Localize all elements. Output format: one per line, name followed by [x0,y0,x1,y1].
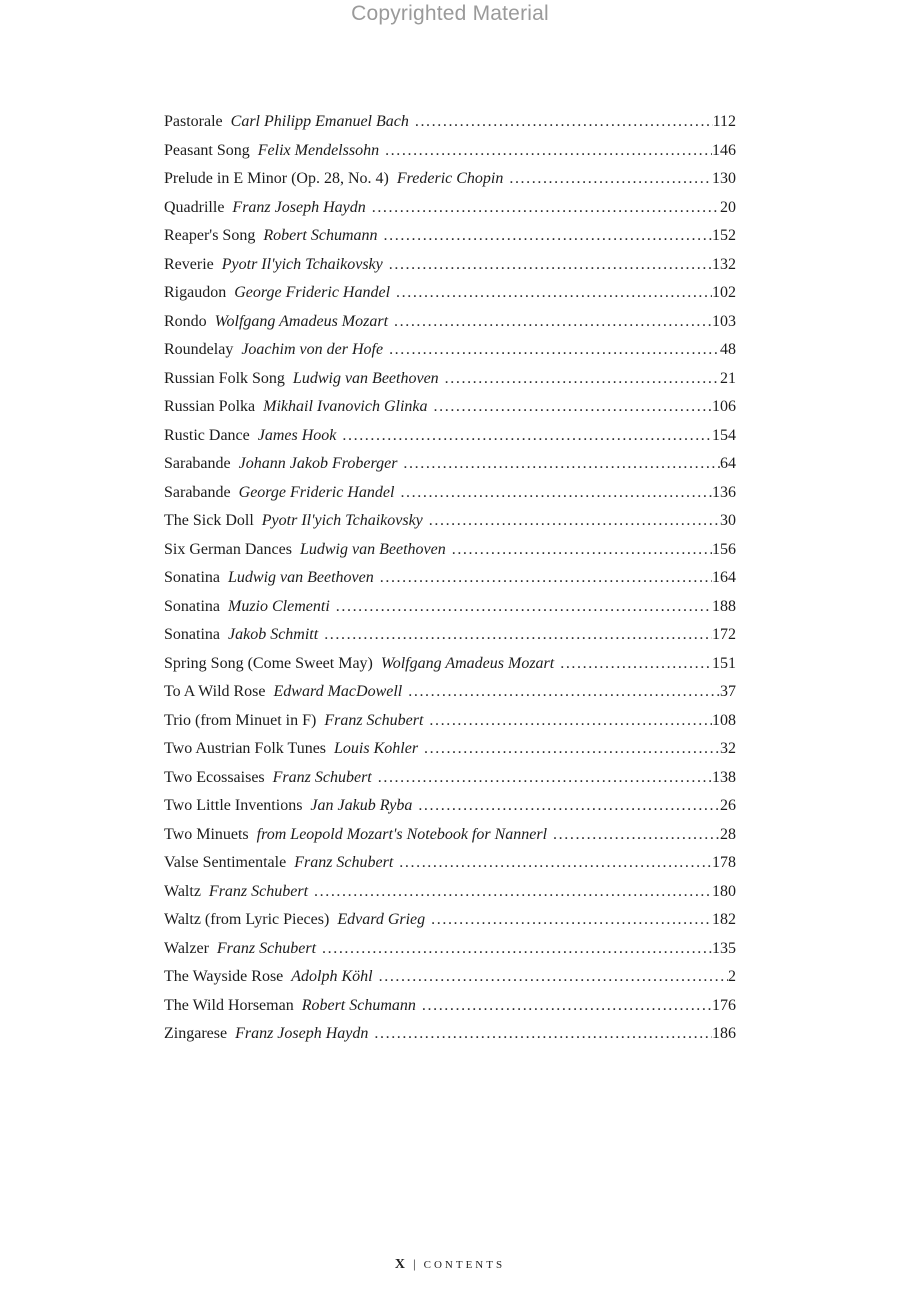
toc-entry[interactable] [164,313,736,342]
entry-title: Reverie [164,255,214,273]
entry-composer: Wolfgang Amadeus Mozart [214,312,389,330]
dot-leader [384,227,712,245]
dot-leader [379,968,728,986]
entry-composer: Jan Jakub Ryba [310,797,413,814]
toc-entry[interactable] [164,199,736,228]
toc-entry[interactable] [164,769,736,798]
entry-page-number: 152 [712,227,736,244]
toc-entry[interactable] [164,398,736,427]
entry-title: The Wayside Rose [164,968,284,985]
entry-title: Walzer [164,939,209,957]
entry-page-number: 108 [712,711,736,729]
entry-composer: Johann Jakob Froberger [238,455,398,472]
entry-page-number: 188 [712,597,736,615]
toc-entry[interactable] [164,256,736,285]
entry-page-number: 28 [720,825,736,843]
dot-leader [560,655,712,673]
toc-entry[interactable] [164,1025,736,1054]
entry-title: Trio (from Minuet in F) [164,711,317,729]
entry-composer: Mikhail Ivanovich Glinka [263,398,428,415]
toc-entry[interactable] [164,740,736,769]
entry-composer: Franz Schubert [324,711,424,729]
entry-composer: Jakob Schmitt [228,626,319,643]
entry-composer: Edvard Grieg [337,911,426,928]
entry-page-number: 151 [712,654,736,672]
toc-entry[interactable] [164,626,736,655]
entry-title: Rigaudon [164,284,227,301]
toc-entry[interactable] [164,484,736,513]
entry-title: Russian Polka [164,398,256,415]
entry-composer: Franz Schubert [294,854,394,871]
entry-composer: Wolfgang Amadeus Mozart [380,654,555,672]
dot-leader [509,170,712,188]
entry-composer: Carl Philipp Emanuel Bach [230,113,409,130]
entry-page-number: 164 [712,569,736,586]
entry-title: Roundelay [164,341,234,358]
entry-composer: Joachim von der Hofe [241,341,384,358]
entry-title: The Sick Doll [164,512,254,529]
entry-composer: from Leopold Mozart's Notebook for Nannerl [256,825,548,843]
toc-entry[interactable] [164,940,736,969]
entry-composer: George Frideric Handel [234,284,391,301]
toc-entry[interactable] [164,683,736,712]
entry-page-number: 172 [712,626,736,643]
entry-page-number: 154 [712,426,736,444]
toc-entry[interactable] [164,712,736,741]
entry-page-number: 48 [720,341,736,358]
toc-entry[interactable] [164,227,736,256]
section-name: CONTENTS [423,1259,506,1271]
dot-leader [372,199,720,217]
entry-title: Two Little Inventions [164,797,303,814]
dot-leader [380,569,712,587]
entry-page-number: 20 [720,198,736,216]
entry-page-number: 21 [720,369,736,387]
entry-title: Spring Song (Come Sweet May) [164,654,373,672]
entry-page-number: 180 [712,882,736,900]
entry-title: Sonatina [164,626,220,643]
entry-title: Sonatina [164,597,220,615]
dot-leader [424,740,720,758]
entry-page-number: 26 [720,797,736,814]
entry-composer: Edward MacDowell [273,683,403,700]
entry-title: The Wild Horseman [164,996,294,1014]
dot-leader [429,712,712,730]
dot-leader [403,455,720,473]
entry-page-number: 132 [712,255,736,273]
entry-page-number: 30 [720,512,736,529]
entry-page-number: 178 [712,854,736,871]
entry-composer: Pyotr Il'yich Tchaikovsky [261,512,423,529]
entry-composer: Franz Schubert [208,882,309,900]
entry-page-number: 176 [712,996,736,1014]
entry-page-number: 146 [712,141,736,159]
dot-leader [314,883,712,901]
entry-composer: Franz Joseph Haydn [235,1025,369,1042]
entry-title: Reaper's Song [164,227,256,244]
dot-leader [342,427,712,445]
entry-title: Valse Sentimentale [164,854,287,871]
dot-leader [431,911,712,929]
dot-leader [418,797,720,815]
toc-entry[interactable] [164,569,736,598]
toc-entry[interactable] [164,341,736,370]
toc-entry[interactable] [164,854,736,883]
entry-page-number: 130 [712,170,736,187]
toc-entry[interactable] [164,598,736,627]
dot-leader [400,484,712,502]
entry-title: Rustic Dance [164,426,250,444]
entry-page-number: 156 [712,540,736,558]
toc-entry[interactable] [164,370,736,399]
entry-composer: Adolph Köhl [291,968,373,985]
dot-leader [408,683,720,701]
footer-separator: | [413,1256,416,1271]
toc-entry[interactable] [164,284,736,313]
entry-title: Waltz [164,882,201,900]
entry-page-number: 37 [720,683,736,700]
entry-composer: Louis Kohler [334,740,419,757]
toc-entry[interactable] [164,911,736,940]
entry-page-number: 106 [712,398,736,415]
entry-title: Sarabande [164,483,231,501]
entry-page-number: 2 [728,968,736,985]
entry-title: Rondo [164,312,207,330]
entry-title: To A Wild Rose [164,683,266,700]
entry-title: Pastorale [164,113,223,130]
dot-leader [336,598,712,616]
toc-entry[interactable] [164,170,736,199]
dot-leader [422,997,712,1015]
dot-leader [553,826,720,844]
entry-page-number: 135 [712,939,736,957]
entry-title: Sonatina [164,569,220,586]
entry-page-number: 32 [720,740,736,757]
entry-page-number: 182 [712,911,736,928]
dot-leader [415,113,713,131]
entry-composer: Franz Joseph Haydn [232,198,366,216]
entry-page-number: 136 [712,483,736,501]
entry-composer: Robert Schumann [301,996,416,1014]
dot-leader [385,142,712,160]
toc-entry[interactable] [164,541,736,570]
entry-composer: Frederic Chopin [396,170,504,187]
entry-page-number: 112 [712,113,736,130]
dot-leader [389,256,712,274]
entry-title: Six German Dances [164,540,292,558]
dot-leader [445,370,720,388]
entry-composer: James Hook [257,426,337,444]
entry-title: Prelude in E Minor (Op. 28, No. 4) [164,170,389,187]
dot-leader [434,398,712,416]
toc-entry[interactable] [164,427,736,456]
entry-composer: Muzio Clementi [228,597,330,615]
dot-leader [399,854,712,872]
entry-composer: Ludwig van Beethoven [228,569,374,586]
entry-page-number: 138 [712,768,736,786]
toc-entry[interactable] [164,512,736,541]
toc-entry[interactable] [164,455,736,484]
entry-title: Waltz (from Lyric Pieces) [164,911,330,928]
entry-page-number: 103 [712,312,736,330]
entry-title: Quadrille [164,198,225,216]
toc-entry[interactable] [164,113,736,142]
copyright-watermark: Copyrighted Material [351,2,549,25]
toc-entry[interactable] [164,797,736,826]
dot-leader [429,512,720,530]
entry-title: Two Austrian Folk Tunes [164,740,327,757]
entry-title: Peasant Song [164,141,250,159]
dot-leader [396,284,712,302]
entry-composer: Felix Mendelssohn [257,141,380,159]
toc-entry[interactable] [164,997,736,1026]
dot-leader [452,541,712,559]
toc-entry[interactable] [164,655,736,684]
dot-leader [374,1025,712,1043]
dot-leader [394,313,712,331]
entry-composer: Franz Schubert [272,768,372,786]
dot-leader [389,341,720,359]
entry-page-number: 102 [712,284,736,301]
toc-entry[interactable] [164,883,736,912]
entry-composer: George Frideric Handel [238,483,395,501]
dot-leader [378,769,712,787]
entry-composer: Franz Schubert [216,939,317,957]
entry-title: Zingarese [164,1025,228,1042]
toc-entry[interactable] [164,968,736,997]
entry-page-number: 64 [720,455,736,472]
toc-entry[interactable] [164,826,736,855]
entry-title: Two Minuets [164,825,249,843]
entry-title: Sarabande [164,455,231,472]
toc-entry[interactable] [164,142,736,171]
entry-page-number: 186 [712,1025,736,1042]
contents-list [164,113,736,1054]
dot-leader [324,626,712,644]
entry-title: Two Ecossaises [164,768,265,786]
dot-leader [322,940,712,958]
page-footer [0,1256,900,1273]
entry-title: Russian Folk Song [164,369,285,387]
entry-composer: Ludwig van Beethoven [292,369,439,387]
entry-composer: Robert Schumann [263,227,378,244]
entry-composer: Pyotr Il'yich Tchaikovsky [221,255,383,273]
entry-composer: Ludwig van Beethoven [299,540,446,558]
folio-number: X [394,1257,406,1272]
